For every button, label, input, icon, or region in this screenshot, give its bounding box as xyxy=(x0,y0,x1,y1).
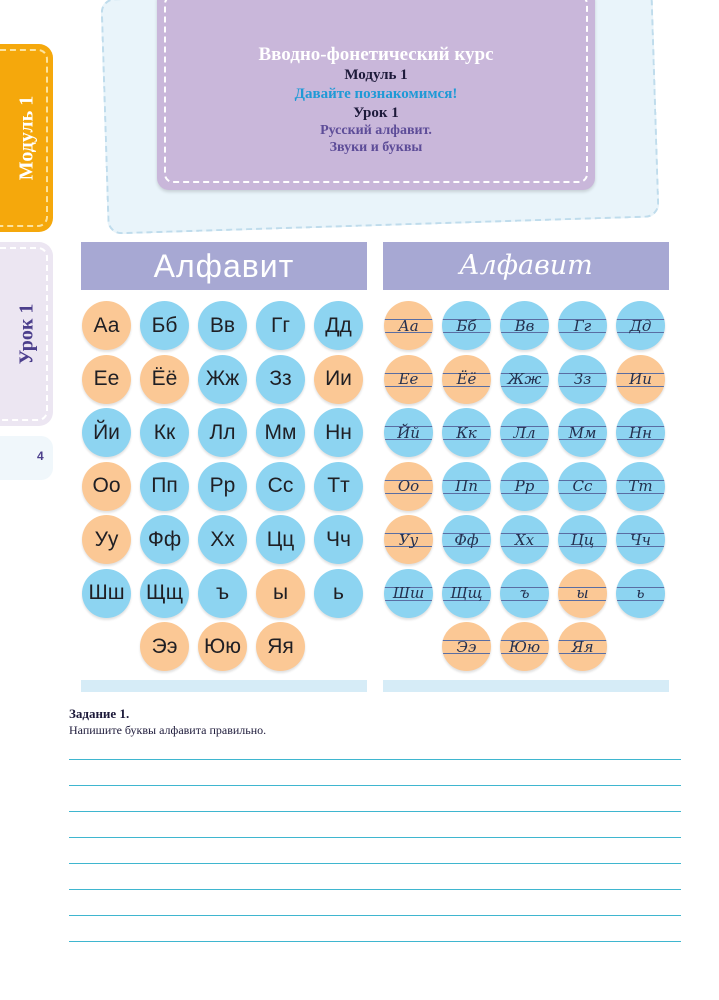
module-subtitle: Давайте познакомимся! xyxy=(294,86,458,102)
print-letter-circle: Яя xyxy=(256,622,305,671)
cursive-letter-circle: Чч xyxy=(616,515,665,564)
print-letter-circle: ы xyxy=(256,569,305,618)
print-letter-circle: ъ xyxy=(198,569,247,618)
print-alphabet-title: Алфавит xyxy=(81,242,367,290)
lesson-title: Урок 1 xyxy=(353,105,399,121)
cursive-panel-footer xyxy=(383,680,669,692)
task-title: Задание 1. xyxy=(69,706,130,721)
print-letter-circle: Кк xyxy=(140,408,189,457)
print-letter-circle: Ээ xyxy=(140,622,189,671)
print-letter-circle: Тт xyxy=(314,462,363,511)
cursive-letter-circle: Шш xyxy=(384,569,433,618)
page-number-tab xyxy=(0,436,53,480)
module-title: Модуль 1 xyxy=(344,67,408,83)
cursive-letter-circle: Щщ xyxy=(442,569,491,618)
print-letter-circle: Бб xyxy=(140,301,189,350)
writing-line[interactable] xyxy=(69,889,681,890)
cursive-letter-circle: Тт xyxy=(616,462,665,511)
cursive-letter-circle: Кк xyxy=(442,408,491,457)
writing-line[interactable] xyxy=(69,837,681,838)
cursive-alphabet-title: Алфавит xyxy=(383,242,669,290)
print-letter-circle: Йи xyxy=(82,408,131,457)
topic-line-2: Звуки и буквы xyxy=(329,140,423,155)
print-letter-circle: Лл xyxy=(198,408,247,457)
print-letter-circle: ь xyxy=(314,569,363,618)
print-letter-circle: Аа xyxy=(82,301,131,350)
cursive-letter-circle: Сс xyxy=(558,462,607,511)
cursive-letter-circle: Ёё xyxy=(442,355,491,404)
cursive-letter-circle: Цц xyxy=(558,515,607,564)
print-letter-circle: Цц xyxy=(256,515,305,564)
side-tab-module[interactable] xyxy=(0,44,53,232)
writing-line[interactable] xyxy=(69,785,681,786)
cursive-letter-circle: Йй xyxy=(384,408,433,457)
cursive-letter-circle: Гг xyxy=(558,301,607,350)
print-panel-footer xyxy=(81,680,367,692)
side-tab-module-label: Модуль 1 xyxy=(15,95,37,181)
print-letter-circle: Чч xyxy=(314,515,363,564)
print-letter-circle: Фф xyxy=(140,515,189,564)
print-letter-circle: Ии xyxy=(314,355,363,404)
cursive-letter-circle: Юю xyxy=(500,622,549,671)
writing-line[interactable] xyxy=(69,941,681,942)
cursive-letter-circle: Оо xyxy=(384,462,433,511)
writing-line[interactable] xyxy=(69,759,681,760)
print-letter-circle: Ее xyxy=(82,355,131,404)
page-number: 4 xyxy=(37,449,44,463)
header-card xyxy=(157,0,595,190)
cursive-letter-circle: Нн xyxy=(616,408,665,457)
cursive-letter-circle: Мм xyxy=(558,408,607,457)
print-letter-circle: Зз xyxy=(256,355,305,404)
cursive-letter-circle: ь xyxy=(616,569,665,618)
course-title: Вводно-фонетический курс xyxy=(258,44,494,65)
cursive-letter-circle: Фф xyxy=(442,515,491,564)
print-letter-circle: Хх xyxy=(198,515,247,564)
writing-line[interactable] xyxy=(69,863,681,864)
cursive-letter-circle: Пп xyxy=(442,462,491,511)
print-letter-circle: Пп xyxy=(140,462,189,511)
print-letter-circle: Щщ xyxy=(140,569,189,618)
topic-line-1: Русский алфавит. xyxy=(320,123,432,138)
print-letter-circle: Шш xyxy=(82,569,131,618)
print-letter-circle: Жж xyxy=(198,355,247,404)
cursive-letter-circle: ъ xyxy=(500,569,549,618)
cursive-letter-circle: Аа xyxy=(384,301,433,350)
print-letter-circle: Нн xyxy=(314,408,363,457)
cursive-letter-circle: Вв xyxy=(500,301,549,350)
writing-line[interactable] xyxy=(69,811,681,812)
side-tab-lesson[interactable] xyxy=(0,242,53,426)
cursive-letter-circle: Лл xyxy=(500,408,549,457)
cursive-letter-circle: Уу xyxy=(384,515,433,564)
writing-line[interactable] xyxy=(69,915,681,916)
side-tab-lesson-label: Урок 1 xyxy=(15,303,37,365)
header-card-text xyxy=(157,44,595,156)
cursive-letter-circle: Яя xyxy=(558,622,607,671)
print-letter-circle: Гг xyxy=(256,301,305,350)
cursive-letter-circle: Дд xyxy=(616,301,665,350)
print-letter-circle: Дд xyxy=(314,301,363,350)
print-letter-circle: Уу xyxy=(82,515,131,564)
print-letter-circle: Мм xyxy=(256,408,305,457)
cursive-letter-circle: ы xyxy=(558,569,607,618)
cursive-letter-circle: Рр xyxy=(500,462,549,511)
cursive-letter-circle: Хх xyxy=(500,515,549,564)
cursive-letter-circle: Бб xyxy=(442,301,491,350)
print-letter-circle: Рр xyxy=(198,462,247,511)
cursive-letter-circle: Жж xyxy=(500,355,549,404)
cursive-letter-circle: Зз xyxy=(558,355,607,404)
print-letter-circle: Оо xyxy=(82,462,131,511)
print-letter-circle: Ёё xyxy=(140,355,189,404)
cursive-letter-circle: Ии xyxy=(616,355,665,404)
task-instruction: Напишите буквы алфавита правильно. xyxy=(69,723,267,737)
print-letter-circle: Вв xyxy=(198,301,247,350)
print-letter-circle: Юю xyxy=(198,622,247,671)
cursive-letter-circle: Ээ xyxy=(442,622,491,671)
cursive-letter-circle: Ее xyxy=(384,355,433,404)
print-letter-circle: Сс xyxy=(256,462,305,511)
